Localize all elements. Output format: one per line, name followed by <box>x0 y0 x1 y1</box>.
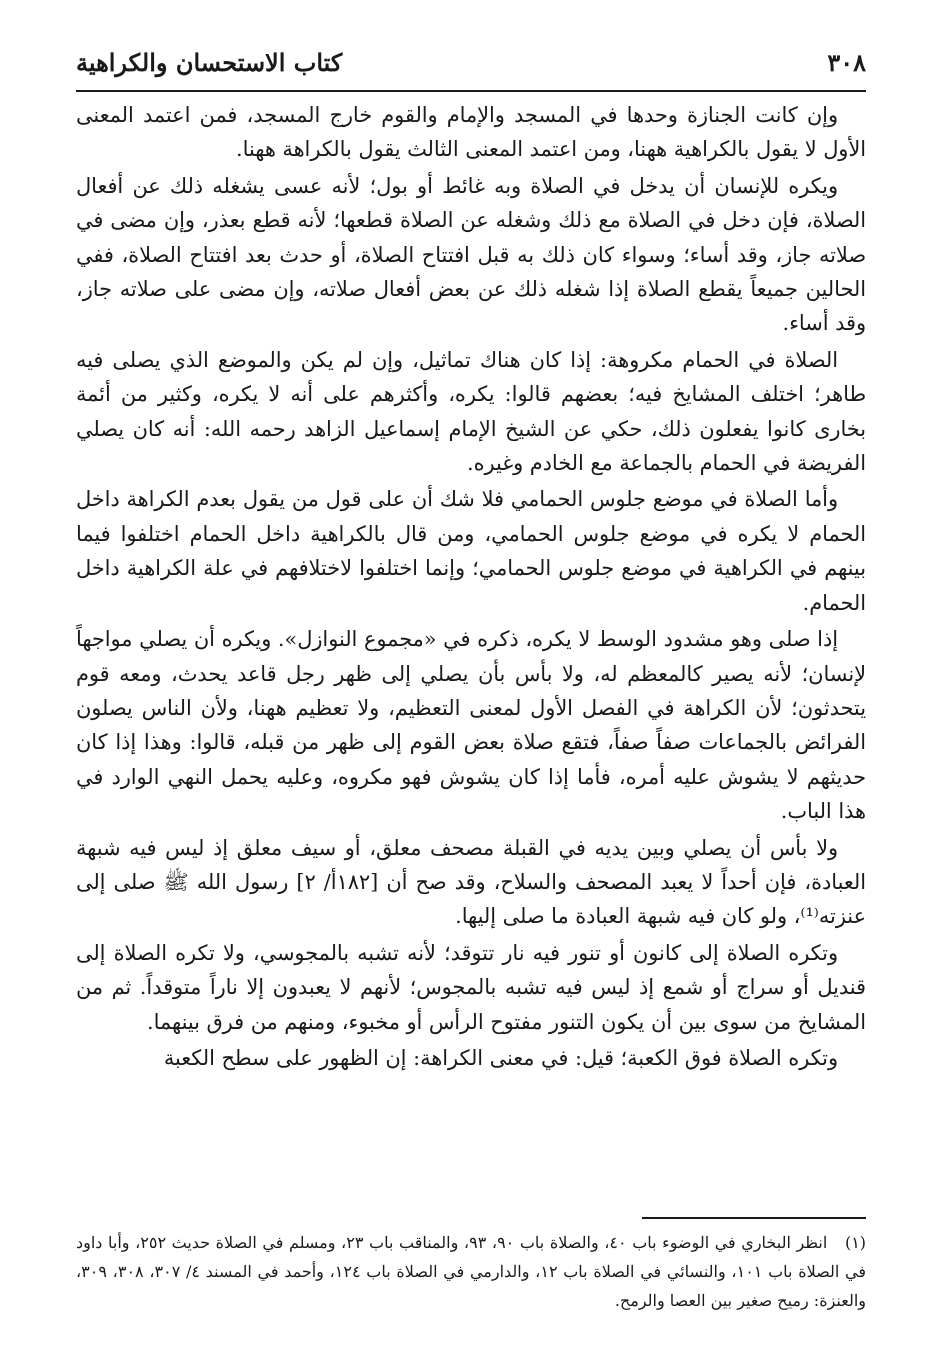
footnote <box>76 1228 866 1315</box>
paragraph: وإن كانت الجنازة وحدها في المسجد والإمام والقوم خارج المسجد، فمن اعتمد المعنى الأول لا يقول بالكراهية ههنا، ومن اعتمد المعنى الثالث يقول بالكراهة ههنا. <box>76 103 866 162</box>
paragraph: وتكره الصلاة فوق الكعبة؛ قيل: في معنى الكراهة: إن الظهور على سطح الكعبة <box>163 1045 838 1070</box>
footnote-text: انظر البخاري في الوضوء باب ٤٠، والصلاة باب ٩٠، ٩٣، والمناقب باب ٢٣، ومسلم في الصلاة حديث ٢٥٢، وأبا داود في الصلاة باب ١٠١، والنسائي في الصلاة باب ١٢، والدارمي في الصلاة باب ١٢٤، وأحمد في المسند ٤/ ٣٠٧، ٣٠٨، ٣٠٩، والعنزة: رميح صغير بين العصا والرمح. <box>76 1233 867 1310</box>
chapter-title: كتاب الاستحسان والكراهية <box>76 47 343 77</box>
main-text <box>76 98 866 1077</box>
page-number: ٣٠٨ <box>827 47 866 77</box>
paragraph: وأما الصلاة في موضع جلوس الحمامي فلا شك أن على قول من يقول بعدم الكراهة داخل الحمام لا يكره في موضع جلوس الحمامي، ومن قال بالكراهية داخل الحمام اختلفوا فيما بينهم في الكراهية في موضع جلوس الحمامي؛ وإنما اختلفوا لاختلافهم في علة الكراهية داخل الحمام. <box>76 487 866 615</box>
footnote-number: (١) <box>844 1233 867 1252</box>
paragraph: ويكره للإنسان أن يدخل في الصلاة وبه غائط أو بول؛ لأنه عسى يشغله ذلك عن أفعال الصلاة، فإن دخل في الصلاة مع ذلك وشغله عن الصلاة قطعها؛ لأنه قطع بعذر، وإن مضى في صلاته جاز، وقد أساء؛ وسواء كان ذلك به قبل افتتاح الصلاة، أو حدث بعد افتتاح الصلاة، ففي الحالين جميعاً يقطع الصلاة إذا شغله ذلك عن بعض أفعال صلاته، وإن مضى على صلاته جاز، وقد أساء. <box>76 173 866 336</box>
running-header <box>76 40 866 84</box>
paragraph: إذا صلى وهو مشدود الوسط لا يكره، ذكره في «مجموع النوازل». ويكره أن يصلي مواجهاً لإنسان؛ لأنه يصير كالمعظم له، ولا بأس بأن يصلي إلى ظهر رجل قاعد يحدث، ومعه قوم يتحدثون؛ لأن الكراهة في الفصل الأول لمعنى التعظيم، ولا تعظيم ههنا، ولأن الناس يصلون الفرائض بالجماعات صفاً صفاً، فتقع صلاة بعض القوم إلى ظهر من قبله، قالوا: وهذا إذا كان حديثهم لا يشوش عليه أمره، فأما إذا كان يشوش فهو مكروه، وعليه يحمل النهي الوارد في هذا الباب. <box>76 627 866 824</box>
paragraph: وتكره الصلاة إلى كانون أو تنور فيه نار تتوقد؛ لأنه تشبه بالمجوسي، ولا تكره الصلاة إلى قنديل أو سراج أو شمع إذ ليس فيه تشبه بالمجوس؛ لأنهم لا يعبدون إلا ناراً متوقداً. ثم من المشايخ من سوى بين أن يكون التنور مفتوح الرأس أو مخبوء، ومنهم من فرق بينهما. <box>76 940 866 1034</box>
footnote-divider <box>642 1217 866 1219</box>
paragraph: ولا بأس أن يصلي وبين يديه في القبلة مصحف معلق، أو سيف معلق إذ ليس فيه شبهة العبادة، فإن أحداً لا يعبد المصحف والسلاح، وقد صح أن [١٨٢أ/ ٢] رسول الله ﷺ صلى إلى عنزته⁽¹⁾، ولو كان فيه شبهة العبادة ما صلى إليها. <box>76 835 866 929</box>
paragraph: الصلاة في الحمام مكروهة: إذا كان هناك تماثيل، وإن لم يكن والموضع الذي يصلى فيه طاهر؛ اختلف المشايخ فيه؛ بعضهم قالوا: يكره، وأكثرهم على أنه لا يكره، وكثير من أئمة بخارى كانوا يفعلون ذلك، حكي عن الشيخ الإمام إسماعيل الزاهد رحمه الله: أنه كان يصلي الفريضة في الحمام بالجماعة مع الخادم وغيره. <box>76 347 866 476</box>
header-divider <box>76 90 866 92</box>
